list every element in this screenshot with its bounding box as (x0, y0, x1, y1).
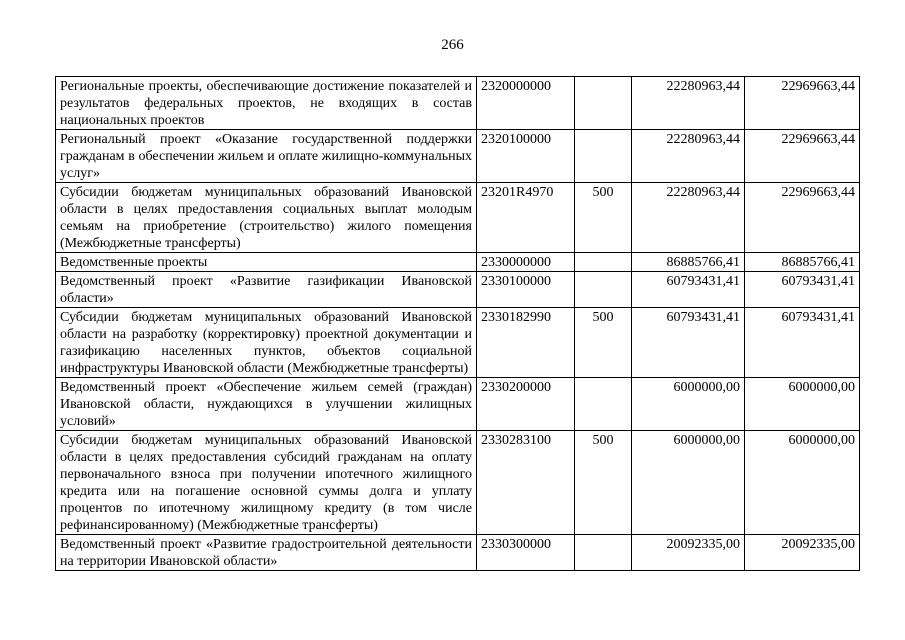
row-expense-type (575, 272, 632, 308)
row-sum-year2: 22969663,44 (745, 183, 860, 253)
row-sum-year1: 60793431,41 (632, 308, 745, 378)
table-row (56, 535, 860, 571)
table-row (56, 130, 860, 183)
row-sum-year1: 20092335,00 (632, 535, 745, 571)
row-expense-type: 500 (575, 183, 632, 253)
row-name: Ведомственный проект «Развитие градостроительной деятельности на территории Ивановской области» (56, 535, 477, 571)
row-sum-year1: 22280963,44 (632, 183, 745, 253)
table-row (56, 77, 860, 130)
row-sum-year1: 22280963,44 (632, 77, 745, 130)
row-sum-year1: 6000000,00 (632, 378, 745, 431)
row-name: Субсидии бюджетам муниципальных образований Ивановской области в целях предоставления субсидий гражданам на оплату первоначального взноса при получении ипотечного жилищного кредита или на погашение основной суммы долга и уплату процентов по ипотечному жилищному кредиту (в том числе рефинансированному) (Межбюджетные трансферты) (56, 431, 477, 535)
row-sum-year1: 22280963,44 (632, 130, 745, 183)
row-expense-type (575, 77, 632, 130)
table-row (56, 378, 860, 431)
row-sum-year2: 6000000,00 (745, 431, 860, 535)
row-expense-type (575, 130, 632, 183)
table-row (56, 272, 860, 308)
row-sum-year1: 6000000,00 (632, 431, 745, 535)
row-name: Ведомственный проект «Развитие газификации Ивановской области» (56, 272, 477, 308)
row-expense-type (575, 535, 632, 571)
row-sum-year2: 22969663,44 (745, 77, 860, 130)
row-sum-year2: 60793431,41 (745, 308, 860, 378)
row-sum-year1: 60793431,41 (632, 272, 745, 308)
row-code: 2320100000 (477, 130, 575, 183)
row-name: Субсидии бюджетам муниципальных образований Ивановской области на разработку (корректировку) проектной документации и газификацию населенных пунктов, объектов социальной инфраструктуры Ивановской области (Межбюджетные трансферты) (56, 308, 477, 378)
row-expense-type: 500 (575, 431, 632, 535)
row-expense-type (575, 253, 632, 272)
row-name: Региональные проекты, обеспечивающие достижение показателей и результатов федеральных проектов, не входящих в состав национальных проектов (56, 77, 477, 130)
row-code: 2330182990 (477, 308, 575, 378)
row-code: 2330283100 (477, 431, 575, 535)
table-row (56, 431, 860, 535)
row-code: 2330200000 (477, 378, 575, 431)
row-sum-year2: 20092335,00 (745, 535, 860, 571)
row-name: Ведомственные проекты (56, 253, 477, 272)
row-code: 2330000000 (477, 253, 575, 272)
budget-table (55, 76, 860, 571)
row-code: 23201R4970 (477, 183, 575, 253)
row-name: Региональный проект «Оказание государственной поддержки гражданам в обеспечении жильем и оплате жилищно-коммунальных услуг» (56, 130, 477, 183)
row-code: 2330100000 (477, 272, 575, 308)
row-sum-year2: 22969663,44 (745, 130, 860, 183)
table-row (56, 253, 860, 272)
row-expense-type: 500 (575, 308, 632, 378)
row-expense-type (575, 378, 632, 431)
row-sum-year2: 60793431,41 (745, 272, 860, 308)
row-code: 2320000000 (477, 77, 575, 130)
row-sum-year2: 6000000,00 (745, 378, 860, 431)
table-row (56, 308, 860, 378)
row-code: 2330300000 (477, 535, 575, 571)
row-sum-year2: 86885766,41 (745, 253, 860, 272)
row-sum-year1: 86885766,41 (632, 253, 745, 272)
row-name: Ведомственный проект «Обеспечение жильем семей (граждан) Ивановской области, нуждающихся в улучшении жилищных условий» (56, 378, 477, 431)
page-number: 266 (441, 37, 464, 53)
table-row (56, 183, 860, 253)
row-name: Субсидии бюджетам муниципальных образований Ивановской области в целях предоставления социальных выплат молодым семьям на приобретение (строительство) жилого помещения (Межбюджетные трансферты) (56, 183, 477, 253)
